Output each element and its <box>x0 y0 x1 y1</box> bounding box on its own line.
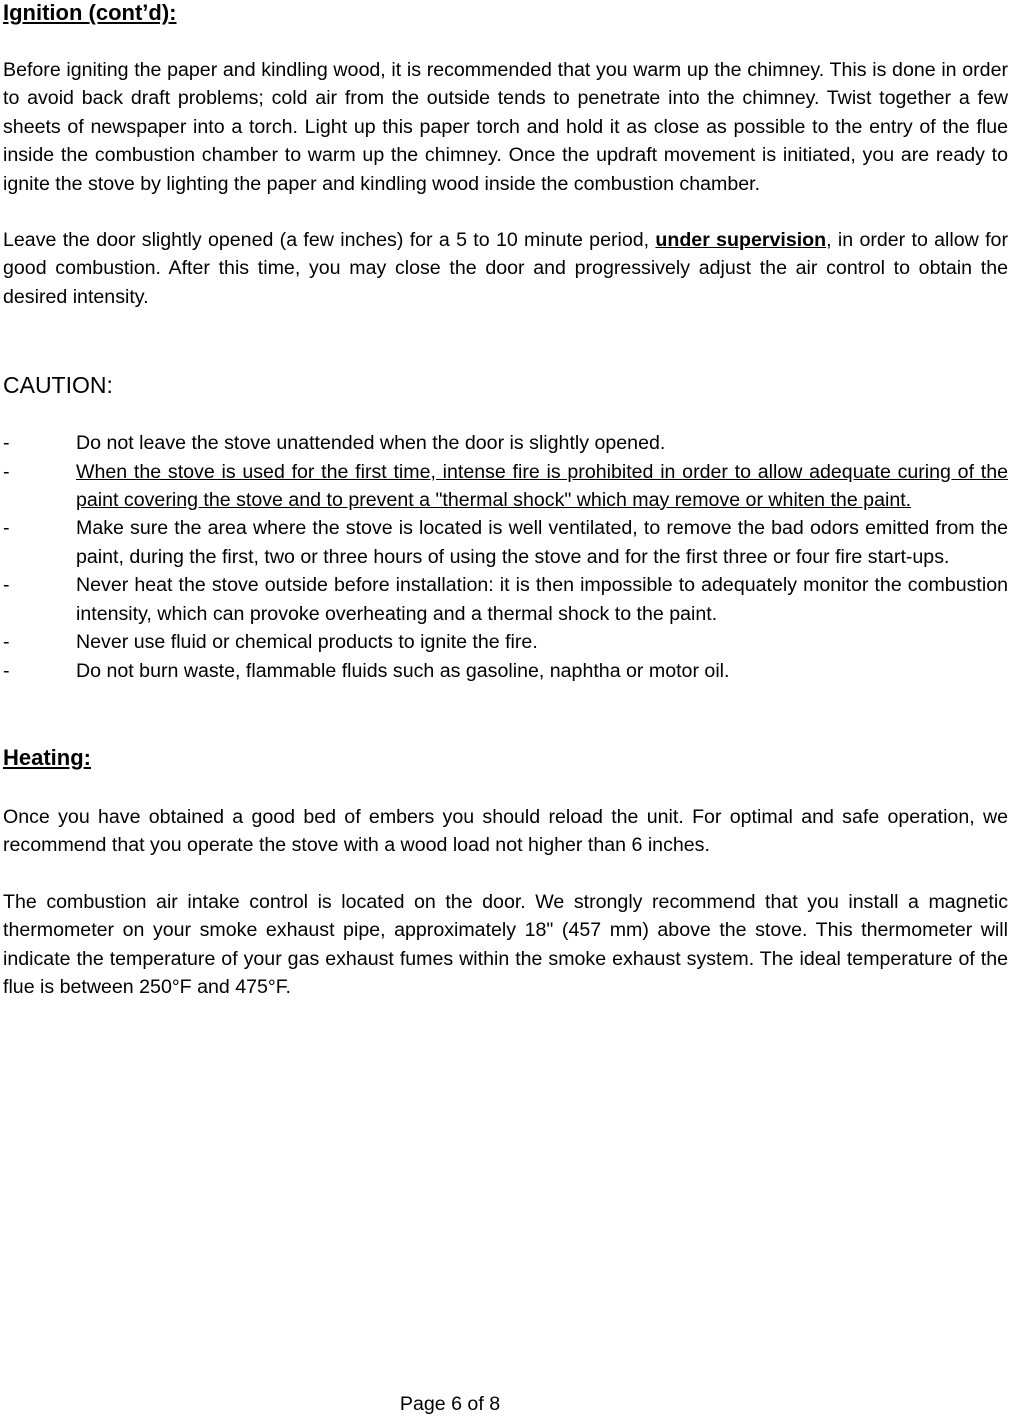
list-dash: - <box>3 517 10 540</box>
caution-item-text: Never heat the stove outside before installation: it is then impossible to adequately monitor the combustion intensity, which can provoke overheating and a thermal shock to the paint. <box>76 574 1008 625</box>
caution-item <box>3 571 1008 628</box>
caution-heading: CAUTION: <box>3 372 113 399</box>
caution-item <box>3 514 1008 571</box>
ignition-heading: Ignition (cont’d): <box>3 0 177 25</box>
page-number-footer: Page 6 of 8 <box>399 1393 501 1415</box>
caution-item <box>3 458 1008 515</box>
list-dash: - <box>3 659 10 682</box>
caution-item-text: When the stove is used for the first time, intense fire is prohibited in order to allow adequate curing of the paint covering the stove and to prevent a "thermal shock" which may remove or whiten the paint. <box>76 460 1008 512</box>
ignition-paragraph-1: Before igniting the paper and kindling wood, it is recommended that you warm up the chimney. This is done in order to avoid back draft problems; cold air from the outside tends to penetrate into the chimney. Twist together a few sheets of newspaper into a torch. Light up this paper torch and hold it as close as possible to the entry of the flue inside the combustion chamber to warm up the chimney. Once the updraft movement is initiated, you are ready to ignite the stove by lighting the paper and kindling wood inside the combustion chamber. <box>3 59 1008 195</box>
caution-item-text: Do not burn waste, flammable fluids such as gasoline, naphtha or motor oil. <box>76 659 730 682</box>
document-page <box>3 0 1008 1001</box>
caution-item <box>3 657 1008 685</box>
heating-paragraph-1: Once you have obtained a good bed of embers you should reload the unit. For optimal and safe operation, we recommend that you operate the stove with a wood load not higher than 6 inches. <box>3 805 1008 857</box>
heating-heading: Heating: <box>3 744 91 770</box>
ignition-paragraph-2 <box>3 226 1008 311</box>
list-dash: - <box>3 631 10 654</box>
caution-item-text: Never use fluid or chemical products to ignite the fire. <box>76 631 538 654</box>
caution-item <box>3 628 1008 656</box>
caution-item-text: Make sure the area where the stove is located is well ventilated, to remove the bad odors emitted from the paint, during the first, two or three hours of using the stove and for the first three or four fire start-ups. <box>76 517 1008 568</box>
under-supervision-emphasis: under supervision <box>655 229 827 252</box>
caution-list <box>3 429 1008 685</box>
list-dash: - <box>3 432 10 455</box>
list-dash: - <box>3 574 10 597</box>
caution-item <box>3 429 1008 457</box>
ignition-p2-before: Leave the door slightly opened (a few inches) for a 5 to 10 minute period, <box>3 229 656 252</box>
ignition-p2-after: , in order to allow for good combustion. After this time, you may close the door and progressively adjust the air control to obtain the desired intensity. <box>3 229 1008 308</box>
heating-paragraph-2: The combustion air intake control is located on the door. We strongly recommend that you install a magnetic thermometer on your smoke exhaust pipe, approximately 18" (457 mm) above the stove. This thermometer will indicate the temperature of your gas exhaust fumes within the smoke exhaust system. The ideal temperature of the flue is between 250°F and 475°F. <box>3 890 1008 998</box>
caution-item-text: Do not leave the stove unattended when the door is slightly opened. <box>76 432 666 455</box>
list-dash: - <box>3 460 10 483</box>
